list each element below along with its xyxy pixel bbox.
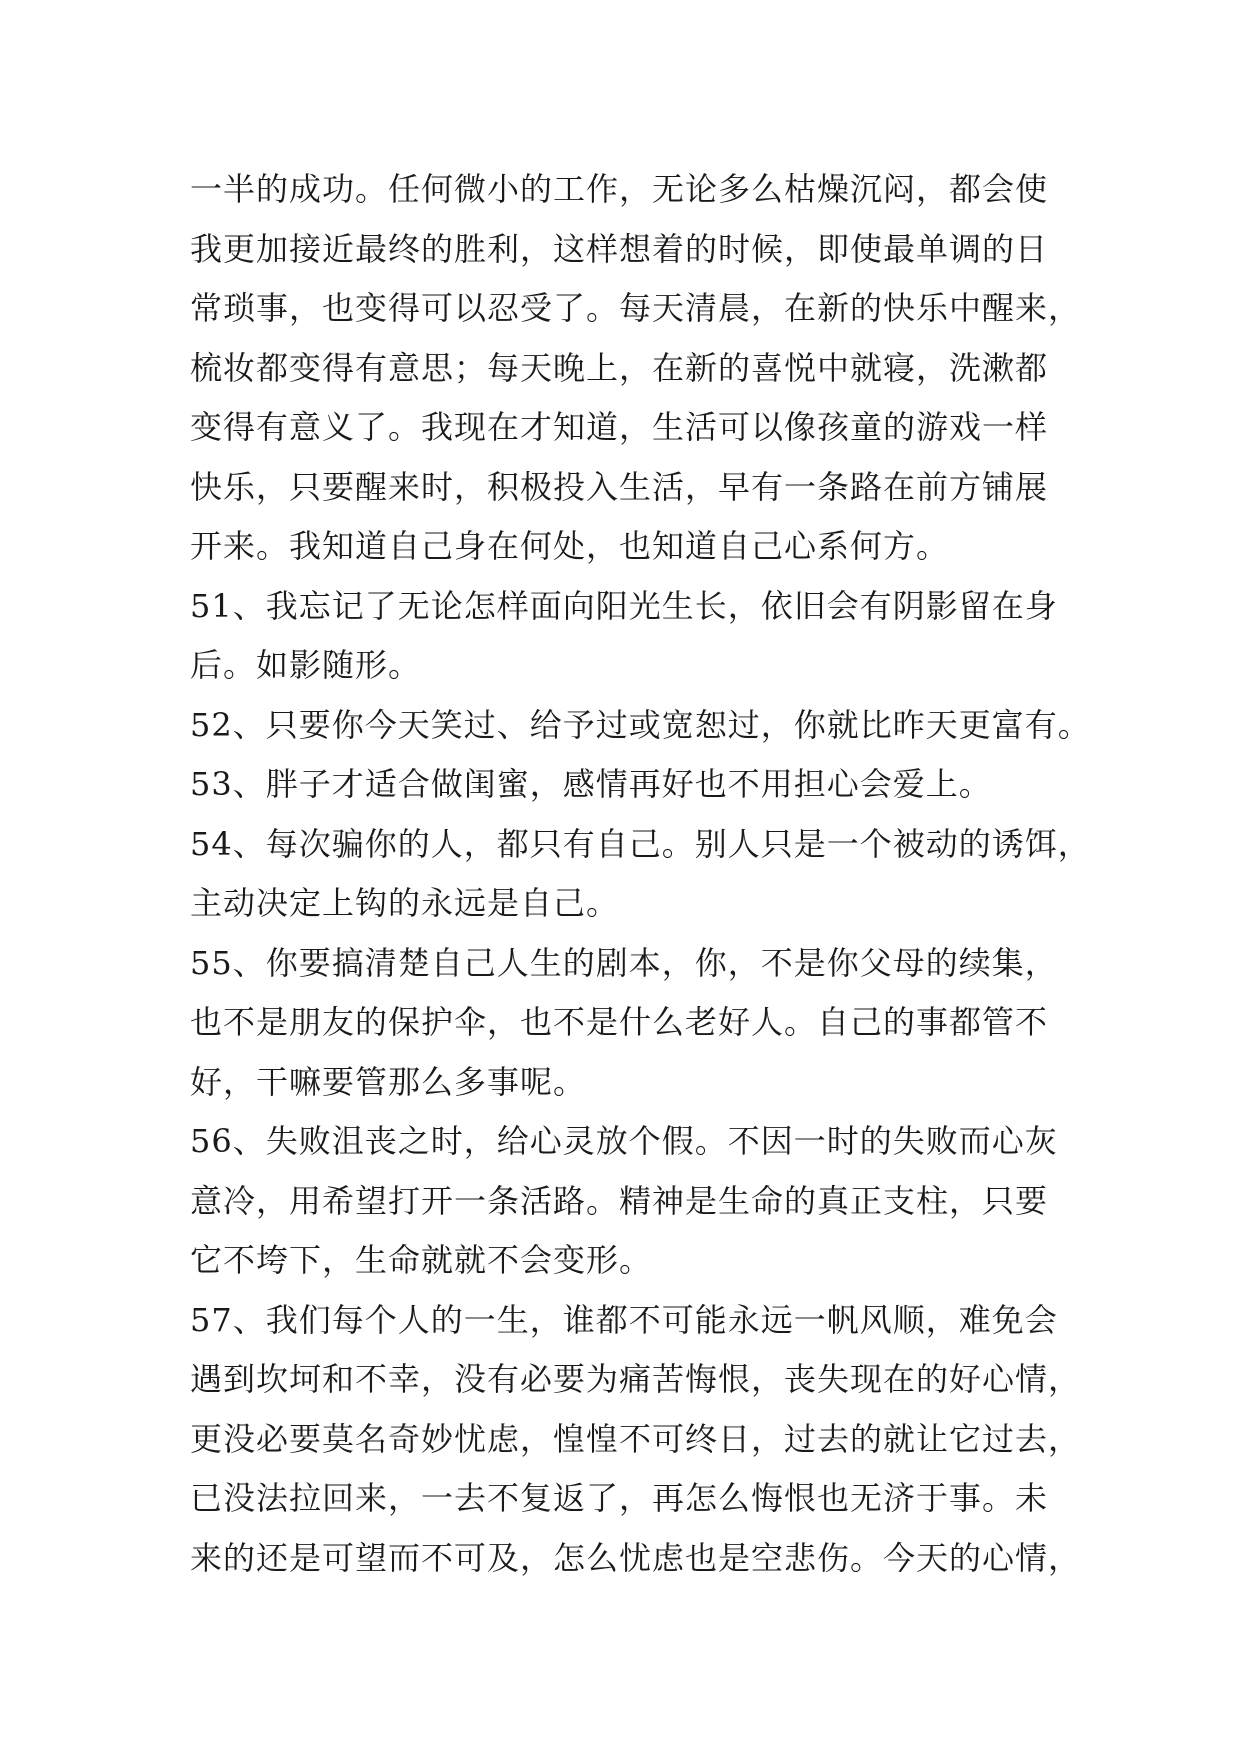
text-line: 我更加接近最终的胜利，这样想着的时候，即使最单调的日 xyxy=(190,229,1049,268)
text-line: 54、每次骗你的人，都只有自己。别人只是一个被动的诱饵， xyxy=(190,824,1091,863)
text-line: 遇到坎坷和不幸，没有必要为痛苦悔恨，丧失现在的好心情， xyxy=(190,1360,1082,1398)
text-line: 52、只要你今天笑过、给予过或宽恕过，你就比昨天更富有。 xyxy=(190,705,1091,744)
text-line: 主动决定上钩的永远是自己。 xyxy=(190,884,620,922)
document-body xyxy=(190,160,1090,1588)
text-line: 53、胖子才适合做闺蜜，感情再好也不用担心会爱上。 xyxy=(190,765,992,803)
text-line: 来的还是可望而不可及，怎么忧虑也是空悲伤。今天的心情， xyxy=(190,1538,1082,1577)
text-line: 好，干嘛要管那么多事呢。 xyxy=(190,1062,587,1101)
text-line: 57、我们每个人的一生，谁都不可能永远一帆风顺，难免会 xyxy=(190,1300,1058,1339)
text-line: 常琐事，也变得可以忍受了。每天清晨，在新的快乐中醒来， xyxy=(190,289,1082,327)
text-line: 变得有意义了。我现在才知道，生活可以像孩童的游戏一样 xyxy=(190,408,1049,446)
text-line: 快乐，只要醒来时，积极投入生活，早有一条路在前方铺展 xyxy=(190,467,1049,506)
text-line: 它不垮下，生命就就不会变形。 xyxy=(190,1241,653,1279)
text-line: 55、你要搞清楚自己人生的剧本，你，不是你父母的续集， xyxy=(190,943,1058,982)
text-line: 意冷，用希望打开一条活路。精神是生命的真正支柱，只要 xyxy=(190,1181,1049,1220)
text-line: 更没必要莫名奇妙忧虑，惶惶不可终日，过去的就让它过去， xyxy=(190,1419,1082,1458)
text-line: 一半的成功。任何微小的工作，无论多么枯燥沉闷，都会使 xyxy=(190,170,1049,208)
text-line: 已没法拉回来，一去不复返了，再怎么悔恨也无济于事。未 xyxy=(190,1479,1049,1517)
text-line: 56、失败沮丧之时，给心灵放个假。不因一时的失败而心灰 xyxy=(190,1122,1058,1160)
text-line: 也不是朋友的保护伞，也不是什么老好人。自己的事都管不 xyxy=(190,1003,1049,1041)
text-line: 梳妆都变得有意思；每天晚上，在新的喜悦中就寝，洗漱都 xyxy=(190,348,1049,387)
text-line: 后。如影随形。 xyxy=(190,646,422,684)
text-line: 51、我忘记了无论怎样面向阳光生长，依旧会有阴影留在身 xyxy=(190,586,1058,625)
text-line: 开来。我知道自己身在何处，也知道自己心系何方。 xyxy=(190,527,950,565)
